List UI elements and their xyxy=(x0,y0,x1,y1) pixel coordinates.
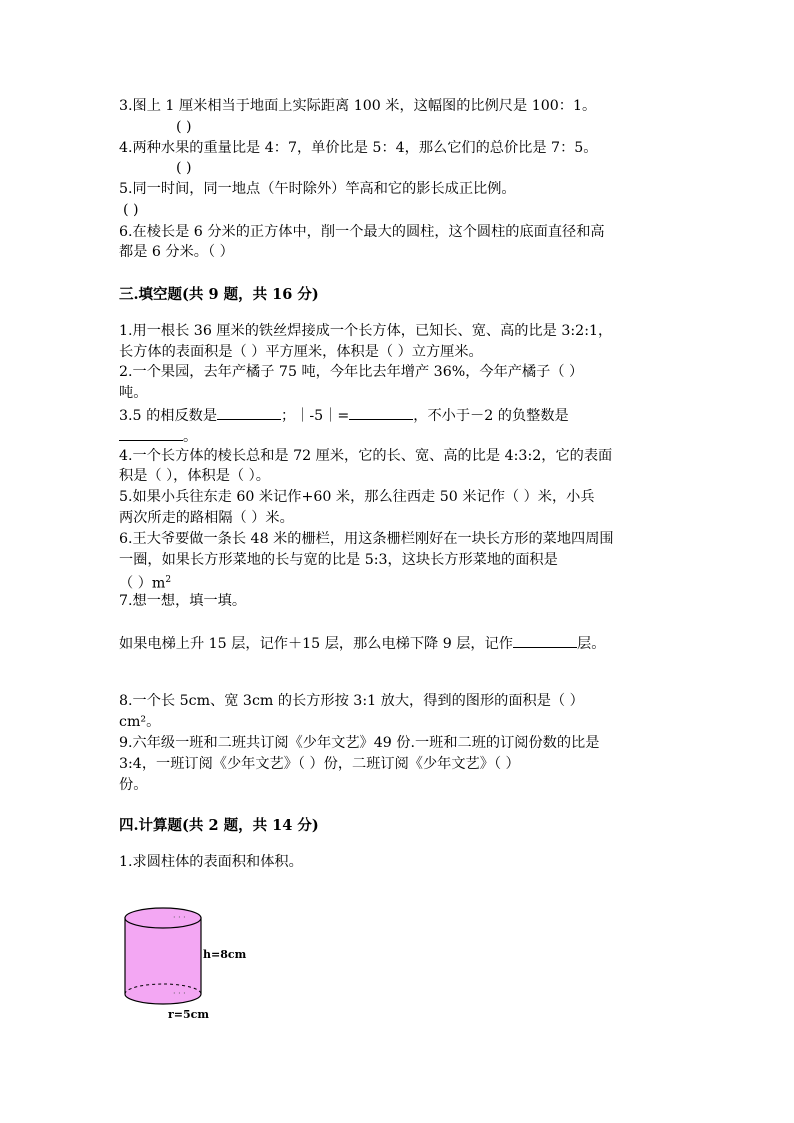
fill-q3-part-a: 3.5 的相反数是 xyxy=(119,408,218,424)
section4-heading: 四.计算题(共 2 题，共 14 分) xyxy=(119,817,319,834)
fill-q8-line1: 8.一个长 5cm、宽 3cm 的长方形按 3:1 放大，得到的图形的面积是（ ） xyxy=(119,693,584,709)
fill-q9-line3: 份。 xyxy=(119,777,148,793)
fill-q6-line1: 6.王大爷要做一条长 48 米的栅栏，用这条栅栏刚好在一块长方形的菜地四周围 xyxy=(119,531,614,547)
fill-q6-line2: 一圈，如果长方形菜地的长与宽的比是 5:3，这块长方形菜地的面积是 xyxy=(119,552,558,568)
cylinder-top-dots: · · · xyxy=(173,913,186,922)
fill-q7-part-b: 层。 xyxy=(577,636,606,652)
fill-q4-line1: 4.一个长方体的棱长总和是 72 厘米，它的长、宽、高的比是 4:3:2，它的表面 xyxy=(119,448,613,464)
judge-q3-text: 3.图上 1 厘米相当于地面上实际距离 100 米，这幅图的比例尺是 100：1。 xyxy=(119,98,597,114)
fill-q8-line2: cm²。 xyxy=(119,714,161,730)
calc-q1-text: 1.求圆柱体的表面积和体积。 xyxy=(119,854,303,870)
fill-q3-line2 xyxy=(119,425,197,447)
fill-q5-line2: 两次所走的路相隔（ ）米。 xyxy=(119,510,294,526)
fill-q7-line2 xyxy=(119,632,605,654)
fill-q6-answer: （ ）m xyxy=(119,575,166,592)
height-label: h=8cm xyxy=(203,948,247,961)
judge-q3-paren: ( ) xyxy=(176,119,192,135)
fill-q5-line1: 5.如果小兵往东走 60 米记作+60 米，那么往西走 50 米记作（ ）米，小兵 xyxy=(119,489,595,505)
cylinder-bottom-dots: · · · xyxy=(173,989,186,998)
fill-q3-line1 xyxy=(119,404,569,426)
fill-q3-part-d: 。 xyxy=(183,429,198,445)
fill-q1-line2: 长方体的表面积是（ ）平方厘米，体积是（ ）立方厘米。 xyxy=(119,344,483,360)
fill-q3-part-c: ，不小于－2 的负整数是 xyxy=(413,408,569,424)
judge-q4-paren: ( ) xyxy=(176,160,192,176)
section3-heading: 三.填空题(共 9 题，共 16 分) xyxy=(119,286,319,303)
answer-blank xyxy=(349,404,413,420)
fill-q9-line2: 3:4，一班订阅《少年文艺》（ ）份，二班订阅《少年文艺》（ ） xyxy=(119,756,520,772)
fill-q1-line1: 1.用一根长 36 厘米的铁丝焊接成一个长方体，已知长、宽、高的比是 3:2:1， xyxy=(119,323,613,339)
fill-q3-part-b: ；｜-5｜= xyxy=(281,408,350,424)
answer-blank xyxy=(513,632,577,648)
fill-q7-part-a: 如果电梯上升 15 层，记作＋15 层，那么电梯下降 9 层，记作 xyxy=(119,636,513,652)
cylinder-figure xyxy=(115,900,275,1030)
judge-q5-paren: ( ) xyxy=(123,202,139,218)
judge-q5-text: 5.同一时间，同一地点（午时除外）竿高和它的影长成正比例。 xyxy=(119,181,516,197)
radius-label: r=5cm xyxy=(168,1008,210,1021)
cylinder-body xyxy=(125,918,201,1004)
cylinder-top xyxy=(125,908,201,928)
fill-q2-line2: 吨。 xyxy=(119,385,148,401)
judge-q6-line1: 6.在棱长是 6 分米的正方体中，削一个最大的圆柱，这个圆柱的底面直径和高 xyxy=(119,224,605,240)
fill-q6-exponent: 2 xyxy=(165,575,172,585)
answer-blank xyxy=(217,404,281,420)
fill-q2-line1: 2.一个果园，去年产橘子 75 吨，今年比去年增产 36%，今年产橘子（ ） xyxy=(119,364,584,380)
fill-q9-line1: 9.六年级一班和二班共订阅《少年文艺》49 份.一班和二班的订阅份数的比是 xyxy=(119,735,600,751)
judge-q6-line2: 都是 6 分米。（ ） xyxy=(119,244,234,260)
fill-q4-line2: 积是（ ），体积是（ ）。 xyxy=(119,468,270,484)
answer-blank xyxy=(119,425,183,441)
judge-q4-text: 4.两种水果的重量比是 4：7，单价比是 5：4，那么它们的总价比是 7：5。 xyxy=(119,140,598,156)
fill-q7-line1: 7.想一想，填一填。 xyxy=(119,593,247,609)
